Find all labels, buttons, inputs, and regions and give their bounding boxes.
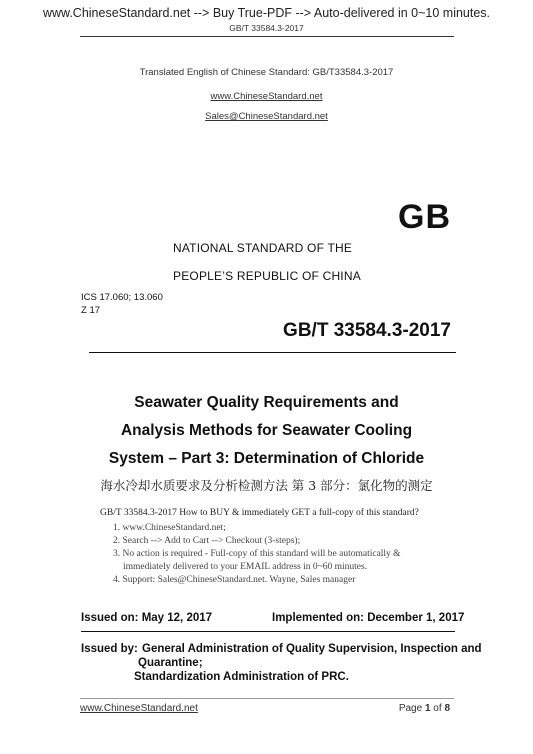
page-number — [399, 703, 450, 714]
ics-code: ICS 17.060; 13.060 — [81, 292, 163, 303]
howto-item[interactable]: 4. Support: Sales@ChineseStandard.net. Wayne, Sales manager — [113, 575, 356, 585]
issued-on: Issued on: May 12, 2017 — [81, 612, 213, 624]
website-link[interactable]: www.ChineseStandard.net — [210, 91, 323, 102]
translated-line: Translated English of Chinese Standard: GB/T33584.3-2017 — [139, 67, 394, 78]
howto-item[interactable]: 1. www.ChineseStandard.net; — [113, 523, 226, 533]
dates-divider — [81, 631, 455, 632]
standard-code: GB/T 33584.3-2017 — [283, 320, 451, 341]
issued-by-line1: General Administration of Quality Supervision, Inspection and — [142, 643, 482, 655]
banner-standard-code: GB/T 33584.3-2017 — [229, 23, 304, 33]
footer-website[interactable]: www.ChineseStandard.net — [80, 703, 198, 714]
chinese-title: 海水冷却水质要求及分析检测方法 第 3 部分：氯化物的测定 — [100, 478, 433, 493]
banner-divider — [80, 36, 454, 37]
page-total: 8 — [444, 703, 450, 714]
howto-list — [113, 522, 401, 587]
howto-heading: GB/T 33584.3-2017 How to BUY & immediately GET a full-copy of this standard? — [100, 508, 419, 518]
page-prefix: Page — [398, 703, 425, 714]
issued-by-line3: Standardization Administration of PRC. — [134, 671, 349, 683]
z-code: Z 17 — [81, 305, 101, 316]
page-sep: of — [430, 703, 445, 714]
title-line-2: Analysis Methods for Seawater Cooling — [120, 422, 413, 439]
top-banner[interactable]: www.ChineseStandard.net --> Buy True-PDF --> Auto-delivered in 0~10 minutes. — [42, 6, 491, 20]
website-link-wrap — [0, 86, 533, 104]
howto-item: 3. No action is required - Full-copy of this standard will be automatically & — [113, 549, 401, 559]
issued-by-label: Issued by: — [81, 643, 138, 655]
title-line-3: System – Part 3: Determination of Chloride — [108, 450, 425, 467]
gb-logo: GB — [398, 198, 451, 236]
page-current: 1 — [424, 703, 431, 714]
title-line-1: Seawater Quality Requirements and — [134, 394, 399, 411]
email-link-wrap — [0, 106, 533, 124]
footer-divider — [80, 698, 454, 699]
howto-item: immediately delivered to your EMAIL address in 0~60 minutes. — [123, 562, 368, 572]
email-link[interactable]: Sales@ChineseStandard.net — [205, 111, 328, 122]
standard-code-divider — [89, 352, 456, 353]
issued-by-line2: Quarantine; — [138, 657, 203, 669]
national-standard-line1: NATIONAL STANDARD OF THE — [173, 241, 353, 255]
implemented-on: Implemented on: December 1, 2017 — [272, 612, 465, 624]
national-standard-line2: PEOPLE’S REPUBLIC OF CHINA — [173, 269, 361, 283]
howto-item: 2. Search --> Add to Cart --> Checkout (3-steps); — [113, 536, 301, 546]
